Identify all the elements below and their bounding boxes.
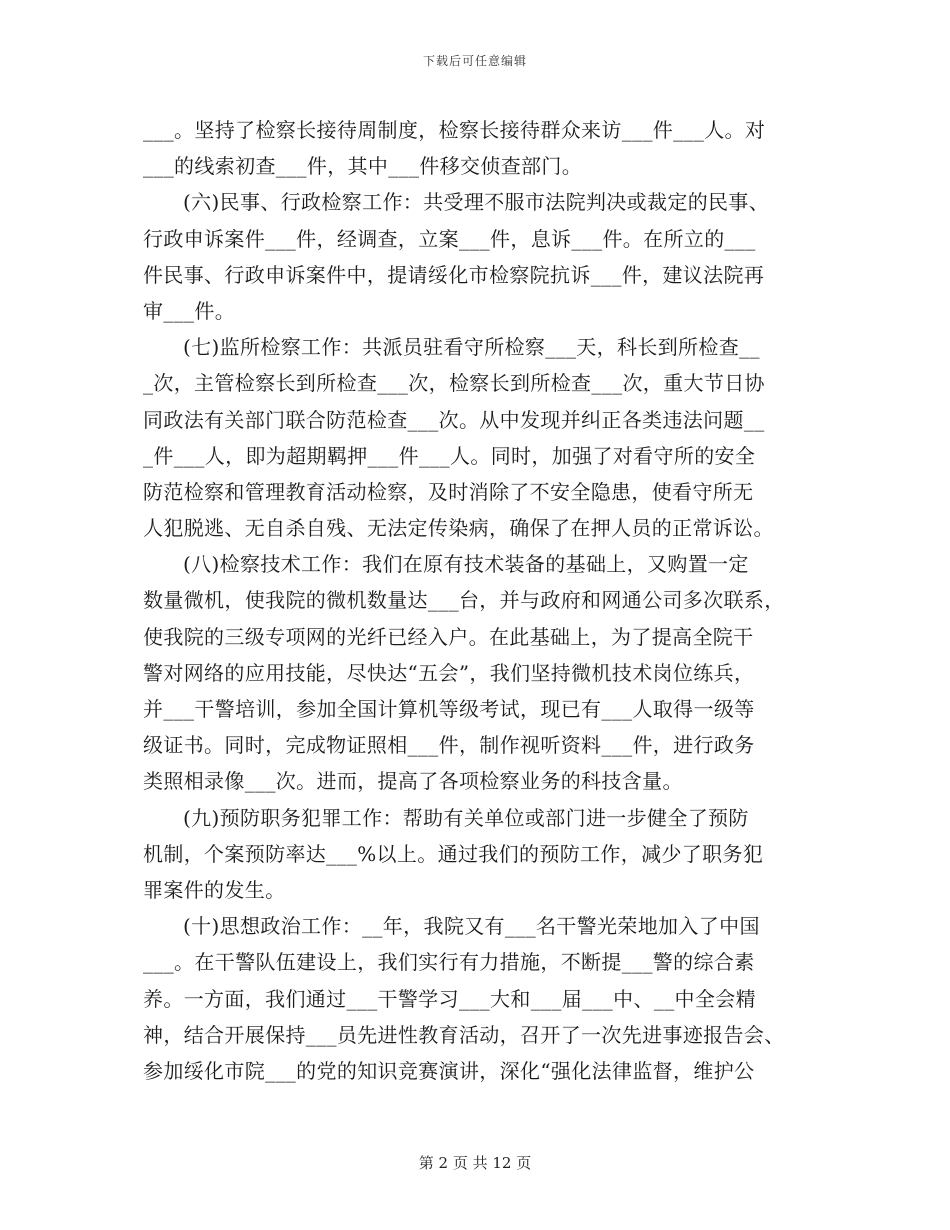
text-line: 件民事、行政申诉案件中，提请绥化市检察院抗诉___件，建议法院再	[143, 262, 765, 287]
text-line: _次，主管检察长到所检查___次，检察长到所检查___次，重大节日协	[143, 371, 765, 396]
paragraph-start-line: (七)监所检察工作：共派员驻看守所检察___天，科长到所检查__	[183, 335, 760, 360]
paragraph-start-line: (十)思想政治工作：__年，我院又有___名干警光荣地加入了中国	[183, 914, 760, 939]
text-line: 使我院的三级专项网的光纤已经入户。在此基础上，为了提高全院干	[143, 624, 754, 649]
page-header-note: 下载后可任意编辑	[422, 54, 527, 68]
text-line: 数量微机，使我院的微机数量达___台，并与政府和网通公司多次联系，	[143, 588, 785, 613]
text-line: 并___干警培训，参加全国计算机等级考试，现已有___人取得一级等	[143, 697, 755, 721]
text-line: 同政法有关部门联合防范检查___次。从中发现并纠正各类违法问题__	[143, 407, 765, 432]
text-line: 防范检察和管理教育活动检察，及时消除了不安全隐患，使看守所无	[143, 479, 754, 504]
document-body	[143, 112, 815, 1089]
text-line: 级证书。同时，完成物证照相___件，制作视听资料___件，进行政务	[143, 733, 755, 758]
paragraph-start-line: (八)检察技术工作：我们在原有技术装备的基础上，又购置一定	[183, 552, 749, 577]
text-line: 机制，个案预防率达___%以上。通过我们的预防工作，减少了职务犯	[143, 841, 764, 866]
text-line: 审___件。	[143, 298, 236, 323]
text-line: 类照相录像___次。进而，提高了各项检察业务的科技含量。	[143, 769, 683, 794]
text-line: 行政申诉案件___件，经调查，立案___件，息诉___件。在所立的___	[143, 226, 756, 251]
text-line: ___。坚持了检察长接待周制度，检察长接待群众来访___件___人。对	[143, 118, 766, 142]
text-line: 罪案件的发生。	[143, 877, 286, 902]
text-line: 参加绥化市院___的党的知识竞赛演讲，深化“强化法律监督，维护公	[143, 1058, 755, 1083]
text-line: 人犯脱逃、无自杀自残、无法定传染病，确保了在押人员的正常诉讼。	[143, 516, 774, 541]
page-number: 第 2 页 共 12 页	[418, 1154, 532, 1172]
text-line: 神，结合开展保持___员先进性教育活动，召开了一次先进事迹报告会、	[143, 1022, 785, 1047]
text-line: ___。在干警队伍建设上，我们实行有力措施，不断提___警的综合素	[143, 950, 755, 975]
paragraph-start-line: (九)预防职务犯罪工作：帮助有关单位或部门进一步健全了预防	[183, 805, 749, 830]
text-line: ___的线索初查___件，其中___件移交侦查部门。	[143, 154, 583, 179]
text-line: _件___人，即为超期羁押___件___人。同时，加强了对看守所的安全	[143, 443, 756, 468]
text-line: 警对网络的应用技能，尽快达“五会”，我们坚持微机技术岗位练兵，	[143, 660, 755, 685]
paragraph-start-line: (六)民事、行政检察工作：共受理不服市法院判决或裁定的民事、	[183, 190, 770, 215]
text-line: 养。一方面，我们通过___干警学习___大和___届___中、__中全会精	[143, 986, 756, 1011]
